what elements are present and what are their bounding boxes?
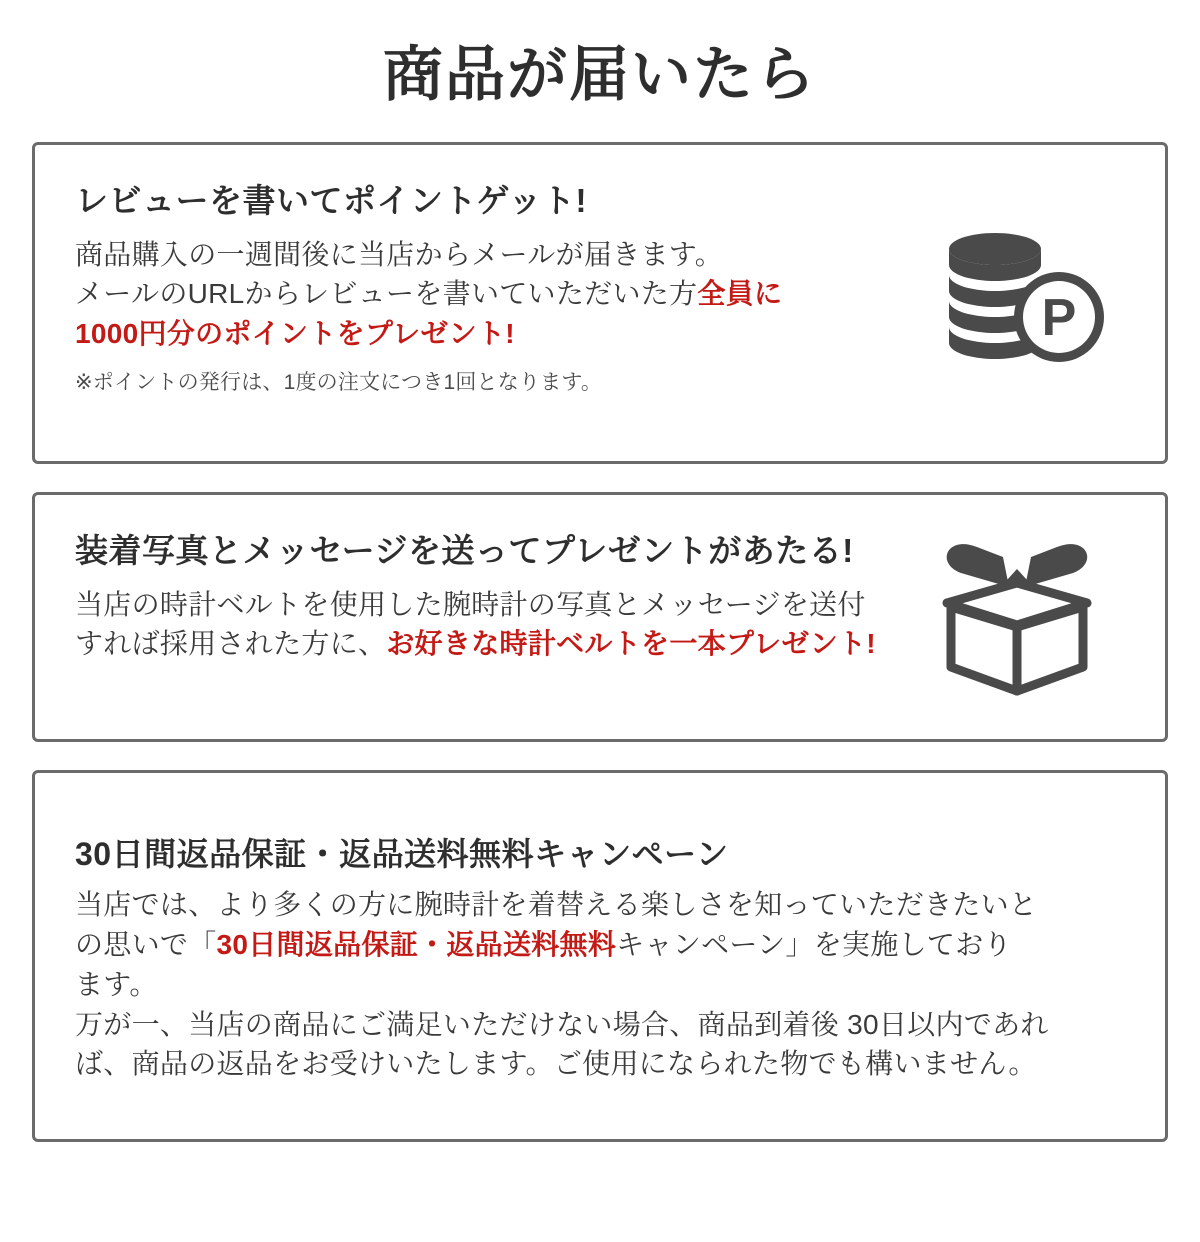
card-return-guarantee-heading: 30日間返品保証・返品送料無料キャンペーン xyxy=(75,836,729,872)
card-photo-message-present-heading: 装着写真とメッセージを送ってプレゼントがあたる! xyxy=(75,532,854,569)
gift-box-icon xyxy=(917,517,1117,717)
card-review-points-body xyxy=(75,235,865,354)
page-title: 商品が届いたら xyxy=(383,41,817,108)
body-line: 商品購入の一週間後に当店からメールが届きます。 xyxy=(75,238,724,270)
body-line-text: の思いで「 xyxy=(75,929,217,961)
body-line: 当店の時計ベルトを使用した腕時計の写真とメッセージを送付 xyxy=(75,588,866,620)
body-line xyxy=(75,925,1125,965)
card-return-guarantee-body xyxy=(75,885,1125,1084)
body-line xyxy=(75,274,865,314)
card-review-points xyxy=(32,142,1168,464)
body-line: 当店では、より多くの方に腕時計を着替える楽しさを知っていただきたいと xyxy=(75,889,1038,921)
body-line: 万が一、当店の商品にご満足いただけない場合、商品到着後 30日以内であれ xyxy=(75,1008,1049,1040)
card-photo-message-present xyxy=(32,492,1168,742)
highlight-free-belt: お好きな時計ベルトを一本プレゼント! xyxy=(386,628,876,660)
svg-text:P: P xyxy=(1041,289,1077,347)
body-line-text: キャンペーン」を実施しており xyxy=(616,929,1012,961)
card-review-points-heading: レビューを書いてポイントゲット! xyxy=(75,182,588,219)
card-review-points-note: ※ポイントの発行は、1度の注文につき1回となります。 xyxy=(75,370,603,394)
coins-p-icon xyxy=(927,215,1117,375)
highlight-points-amount: 1000円分のポイントをプレゼント! xyxy=(75,318,515,350)
highlight-campaign-name: 30日間返品保証・返品送料無料 xyxy=(216,929,617,961)
body-line: ます。 xyxy=(75,968,158,1000)
body-line-text: すれば採用された方に、 xyxy=(75,628,387,660)
card-return-guarantee xyxy=(32,770,1168,1142)
body-line-text: メールのURLからレビューを書いていただいた方 xyxy=(75,278,698,310)
highlight-all-members: 全員に xyxy=(697,278,783,310)
page-root xyxy=(0,42,1200,1242)
body-line: ば、商品の返品をお受けいたします。ご使用になられた物でも構いません。 xyxy=(75,1048,1037,1080)
